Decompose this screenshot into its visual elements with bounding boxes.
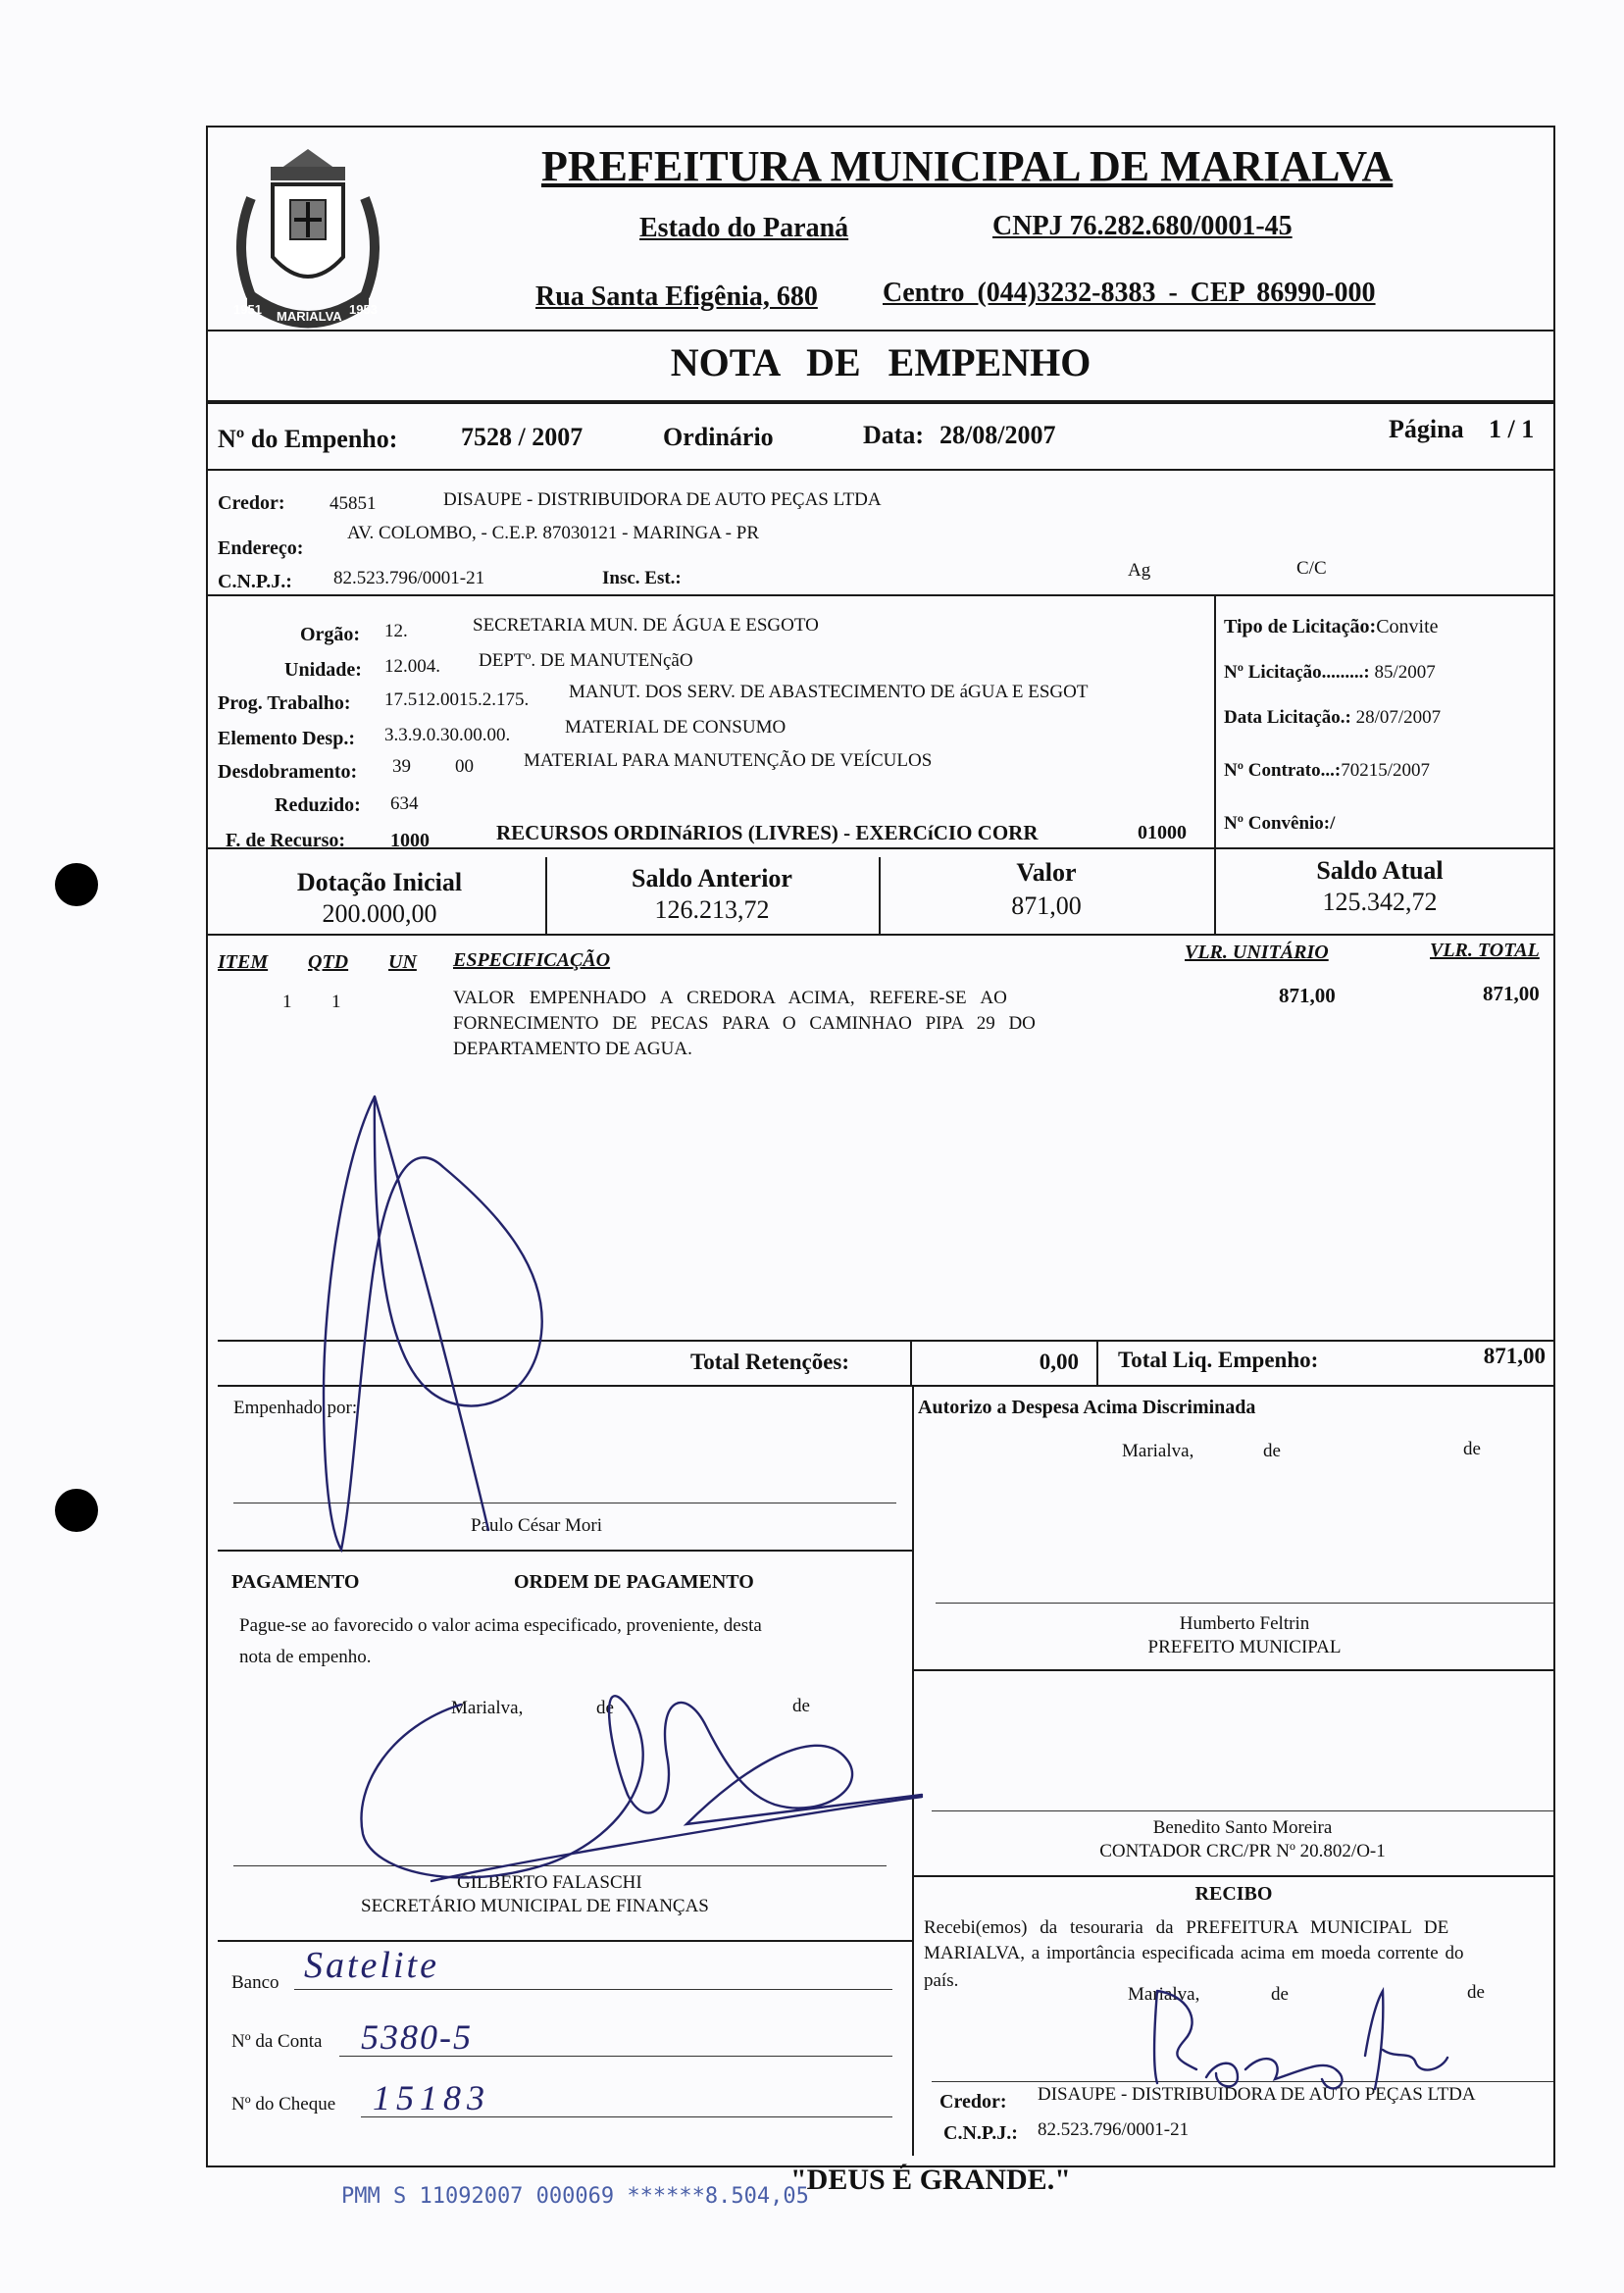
credor-name: DISAUPE - DISTRIBUIDORA DE AUTO PEÇAS LTDA (443, 489, 882, 510)
valor-value: 871,00 (1011, 892, 1082, 920)
col-un-header: UN (388, 951, 417, 973)
state-name: Estado do Paraná (639, 213, 849, 243)
elemento-code: 3.3.9.0.30.00.00. (384, 725, 511, 745)
prog-trabalho-code: 17.512.0015.2.175. (384, 689, 530, 710)
desdobramento-sub: 00 (455, 756, 474, 777)
secretario-signature (361, 1696, 922, 1877)
endereco-label: Endereço: (218, 537, 304, 559)
credor-cnpj-label: C.N.P.J.: (218, 571, 292, 592)
recibo-credor: DISAUPE - DISTRIBUIDORA DE AUTO PEÇAS LTDA (1038, 2084, 1476, 2105)
empenho-date-label: Data: (863, 421, 925, 449)
total-liquido-value: 871,00 (1483, 1344, 1546, 1368)
recibo-de-1: de (1271, 1984, 1289, 2005)
empenho-number-label: Nº do Empenho: (218, 425, 398, 453)
recibo-de-2: de (1467, 1982, 1485, 2003)
item-spec-line-3: DEPARTAMENTO DE AGUA. (453, 1039, 692, 1059)
conta-handwritten: 5380-5 (361, 2017, 473, 2057)
secretario-title: SECRETÁRIO MUNICIPAL DE FINANÇAS (361, 1896, 709, 1916)
recibo-line-1: Recebi(emos) da tesouraria da PREFEITURA MUNICIPAL DE (924, 1917, 1449, 1938)
licitacao-number: 85/2007 (1374, 662, 1436, 683)
autorizo-label: Autorizo a Despesa Acima Discriminada (918, 1397, 1256, 1418)
page-number: 1 / 1 (1489, 415, 1535, 443)
item-number: 1 (282, 992, 292, 1012)
credor-code: 45851 (330, 493, 377, 514)
empenhado-signature (324, 1096, 542, 1550)
licitacao-number-label-text: Nº Licitação.........: (1224, 662, 1370, 683)
conta-label: Nº da Conta (231, 2031, 323, 2052)
crest-year-left: 1951 (233, 302, 262, 317)
insc-est-label: Insc. Est.: (602, 568, 682, 588)
banco-label: Banco (231, 1972, 279, 1993)
contrato-label-text: Nº Contrato...: (1224, 760, 1342, 781)
recurso-label: F. de Recurso: (226, 830, 346, 851)
item-unit-value: 871,00 (1279, 984, 1336, 1007)
autorizo-de-2: de (1463, 1439, 1481, 1459)
header-address: Centro (044)3232-8383 - CEP 86990-000 (883, 278, 1376, 308)
reduzido-label: Reduzido: (275, 794, 361, 816)
ordem-pagamento-label: ORDEM DE PAGAMENTO (514, 1571, 754, 1593)
col-item-header: ITEM (218, 951, 269, 973)
recibo-line-3: país. (924, 1970, 959, 1991)
recibo-line-2: MARIALVA, a importância especificada acima em moeda corrente do (924, 1943, 1464, 1963)
prefeito-name: Humberto Feltrin (1179, 1613, 1310, 1634)
dotacao-value: 200.000,00 (322, 899, 437, 928)
orgao-code: 12. (384, 621, 408, 641)
item-spec-line-1: VALOR EMPENHADO A CREDORA ACIMA, REFERE-SE AO (453, 988, 1007, 1008)
pagamento-city: Marialva, (451, 1698, 524, 1718)
prefeito-title: PREFEITO MUNICIPAL (1147, 1637, 1342, 1657)
col-spec-header: ESPECIFICAÇÃO (453, 949, 611, 971)
elemento-name: MATERIAL DE CONSUMO (565, 717, 787, 738)
col-total-header: VLR. TOTAL (1430, 940, 1540, 961)
convenio-label: Nº Convênio:/ (1224, 813, 1336, 834)
total-retencoes-value: 0,00 (1039, 1350, 1079, 1374)
page-label: Página (1389, 415, 1464, 443)
recurso-name: RECURSOS ORDINáRIOS (LIVRES) - EXERCíCIO CORR (496, 821, 1039, 844)
desdobramento-name: MATERIAL PARA MANUTENÇÃO DE VEÍCULOS (524, 750, 933, 771)
recibo-city: Marialva, (1128, 1984, 1200, 2005)
orgao-name: SECRETARIA MUN. DE ÁGUA E ESGOTO (473, 615, 819, 636)
col-qtd-header: QTD (308, 951, 349, 973)
header-street: Rua Santa Efigênia, 680 (535, 281, 818, 312)
recurso-code: 1000 (390, 830, 430, 851)
crest-year-right: 1953 (349, 302, 378, 317)
secretario-name: GILBERTO FALASCHI (457, 1872, 642, 1893)
prog-trabalho-name: MANUT. DOS SERV. DE ABASTECIMENTO DE áGUA E ESGOT (569, 682, 1089, 702)
recibo-label: RECIBO (1194, 1883, 1273, 1905)
credor-cnpj: 82.523.796/0001-21 (333, 568, 485, 588)
valor-label: Valor (1016, 858, 1077, 887)
elemento-label: Elemento Desp.: (218, 728, 355, 749)
empenhado-name: Paulo César Mori (471, 1515, 603, 1536)
cheque-label: Nº do Cheque (231, 2094, 336, 2115)
empenhado-label: Empenhado por: (233, 1398, 358, 1418)
contador-title: CONTADOR CRC/PR Nº 20.802/O-1 (1099, 1841, 1386, 1861)
saldo-anterior-value: 126.213,72 (654, 895, 770, 924)
licitacao-type: Convite (1376, 616, 1439, 637)
ag-label: Ag (1128, 560, 1151, 581)
licitacao-date: 28/07/2007 (1355, 707, 1442, 728)
pagamento-label: PAGAMENTO (231, 1571, 360, 1593)
licitacao-date-label-text: Data Licitação.: (1224, 707, 1351, 728)
empenho-type: Ordinário (663, 423, 774, 451)
autorizo-city: Marialva, (1122, 1441, 1194, 1461)
item-qtd: 1 (331, 992, 341, 1012)
autorizo-de-1: de (1263, 1441, 1281, 1461)
total-liquido-label: Total Liq. Empenho: (1118, 1348, 1319, 1372)
dotacao-label: Dotação Inicial (296, 868, 463, 896)
credor-label: Credor: (218, 492, 285, 514)
empenho-number: 7528 / 2007 (461, 423, 584, 451)
col-unit-header: VLR. UNITÁRIO (1185, 942, 1329, 963)
crest-name: MARIALVA (277, 309, 342, 324)
recibo-cnpj-label: C.N.P.J.: (943, 2122, 1018, 2144)
orgao-label: Orgão: (300, 624, 361, 645)
contrato-number: 70215/2007 (1341, 760, 1430, 781)
contador-name: Benedito Santo Moreira (1152, 1817, 1333, 1838)
recibo-credor-label: Credor: (939, 2091, 1007, 2113)
desdobramento-label: Desdobramento: (218, 761, 358, 783)
empenho-date: 28/08/2007 (939, 421, 1056, 449)
pagamento-de-1: de (596, 1698, 614, 1718)
footer-motto: "DEUS É GRANDE." (790, 2164, 1071, 2196)
cheque-handwritten: 15183 (373, 2078, 490, 2117)
unidade-code: 12.004. (384, 656, 440, 677)
saldo-anterior-label: Saldo Anterior (632, 864, 792, 892)
licitacao-type-label-text: Tipo de Licitação: (1224, 616, 1377, 637)
pagamento-de-2: de (792, 1696, 810, 1716)
municipality-title: PREFEITURA MUNICIPAL DE MARIALVA (541, 142, 1394, 190)
header-cnpj: CNPJ 76.282.680/0001-45 (992, 211, 1293, 241)
document-title: NOTA DE EMPENHO (670, 340, 1091, 384)
unidade-label: Unidade: (284, 659, 362, 681)
desdobramento-code: 39 (392, 756, 411, 777)
cc-label: C/C (1296, 558, 1327, 579)
footer-stamp: PMM S 11092007 000069 ******8.504,05 (341, 2184, 809, 2209)
total-retencoes-label: Total Retenções: (690, 1350, 850, 1374)
unidade-name: DEPTº. DE MANUTENçãO (479, 650, 693, 671)
pagamento-text-2: nota de empenho. (239, 1647, 372, 1667)
recibo-cnpj: 82.523.796/0001-21 (1038, 2119, 1190, 2140)
banco-handwritten: Satelite (304, 1945, 439, 1986)
item-total-value: 871,00 (1483, 982, 1540, 1005)
saldo-atual-label: Saldo Atual (1316, 856, 1444, 885)
recibo-signature (1154, 1991, 1447, 2089)
recurso-number: 01000 (1138, 822, 1187, 843)
credor-address: AV. COLOMBO, - C.E.P. 87030121 - MARINGA - PR (347, 523, 759, 543)
item-spec-line-2: FORNECIMENTO DE PECAS PARA O CAMINHAO PIPA 29 DO (453, 1013, 1036, 1034)
prog-trabalho-label: Prog. Trabalho: (218, 692, 351, 714)
reduzido-value: 634 (390, 793, 419, 814)
saldo-atual-value: 125.342,72 (1322, 888, 1438, 916)
pagamento-text-1: Pague-se ao favorecido o valor acima especificado, proveniente, desta (239, 1615, 762, 1636)
